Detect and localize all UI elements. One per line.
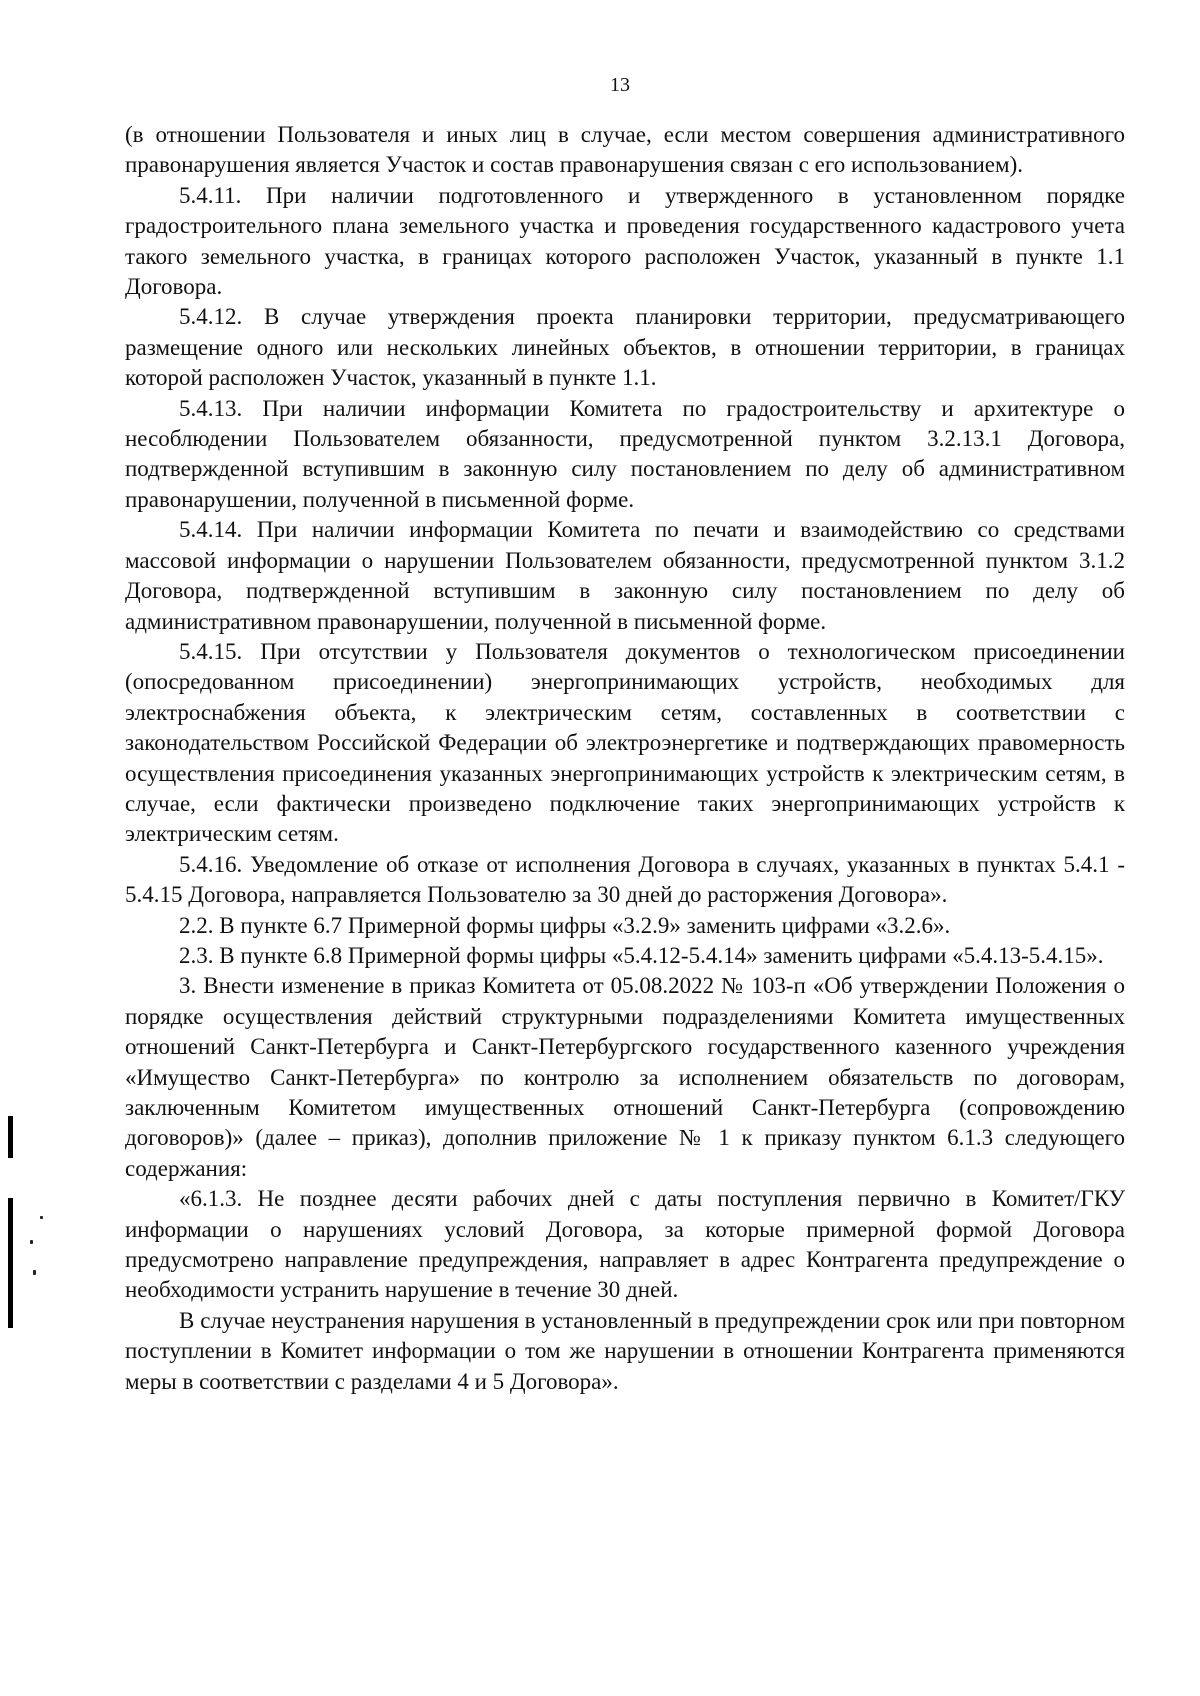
document-body (125, 120, 1125, 1397)
scan-artifact-dot (30, 1240, 33, 1244)
scan-artifact-dot (33, 1270, 36, 1275)
paragraph-5-4-13: 5.4.13. При наличии информации Комитета по градостроительству и архитектуре о несоблюдении Пользователем обязанности, предусмотренной пунктом 3.2.13.1 Договора, подтвержденной вступившим в законную силу постановлением по делу об административном правонарушении, полученной в письменной форме. (125, 395, 1125, 512)
paragraph-final: В случае неустранения нарушения в установленный в предупреждении срок или при повторном поступлении в Комитет информации о том же нарушении в отношении Контрагента применяются меры в соответствии с разделами 4 и 5 Договора». (125, 1307, 1125, 1394)
page-number: 13 (610, 74, 630, 96)
scan-artifact-dot (40, 1216, 43, 1219)
paragraph-5-4-12: 5.4.12. В случае утверждения проекта планировки территории, предусматривающего размещение одного или нескольких линейных объектов, в отношении территории, в границах которой расположен Участок, указанный в пункте 1.1. (125, 304, 1125, 391)
paragraph-5-4-16: 5.4.16. Уведомление об отказе от исполнения Договора в случаях, указанных в пунктах 5.4.1 - 5.4.15 Договора, направляется Пользователю за 30 дней до расторжения Договора». (125, 851, 1125, 908)
paragraph: (в отношении Пользователя и иных лиц в случае, если местом совершения административного правонарушения является Участок и состав правонарушения связан с его использованием). (125, 122, 1125, 178)
paragraph-2-3: 2.3. В пункте 6.8 Примерной формы цифры «5.4.12-5.4.14» заменить цифрами «5.4.13-5.4.15». (179, 942, 1104, 968)
paragraph-5-4-15: 5.4.15. При отсутствии у Пользователя документов о технологическом присоединении (опосредованном присоединении) энергопринимающих устройств, необходимых для электроснабжения объекта, к электрическим сетям, составленных в соответствии с законодательством Российской Федерации об электроэнергетике и подтверждающих правомерность осуществления присоединения указанных энергопринимающих устройств к электрическим сетям, в случае, если фактически произведено подключение таких энергопринимающих устройств к электрическим сетям. (125, 638, 1125, 847)
paragraph-5-4-14: 5.4.14. При наличии информации Комитета по печати и взаимодействию со средствами массовой информации о нарушении Пользователем обязанности, предусмотренной пунктом 3.1.2 Договора, подтвержденной вступившим в законную силу постановлением по делу об административном правонарушении, полученной в письменной форме. (125, 517, 1125, 634)
paragraph-6-1-3: «6.1.3. Не позднее десяти рабочих дней с даты поступления первично в Комитет/ГКУ информации о нарушениях условий Договора, за которые примерной формой Договора предусмотрено направление предупреждения, направляет в адрес Контрагента предупреждение о необходимости устранить нарушение в течение 30 дней. (125, 1186, 1125, 1303)
paragraph-3: 3. Внести изменение в приказ Комитета от 05.08.2022 № 103-п «Об утверждении Положения о порядке осуществления действий структурными подразделениями Комитета имущественных отношений Санкт-Петербурга и Санкт-Петербургского государственного казенного учреждения «Имущество Санкт-Петербурга» по контролю за исполнением обязательств по договорам, заключенным Комитетом имущественных отношений Санкт-Петербурга (сопровождению договоров)» (далее – приказ), дополнив приложение № 1 к приказу пунктом 6.1.3 следующего содержания: (125, 973, 1125, 1181)
paragraph-2-2: 2.2. В пункте 6.7 Примерной формы цифры «3.2.9» заменить цифрами «3.2.6». (179, 912, 951, 938)
paragraph-5-4-11: 5.4.11. При наличии подготовленного и утвержденного в установленном порядке градостроительного плана земельного участка и проведения государственного кадастрового учета такого земельного участка, в границах которого расположен Участок, указанный в пункте 1.1 Договора. (125, 182, 1125, 300)
scan-artifact-bar (8, 1198, 13, 1328)
scan-artifact-bar (8, 1116, 13, 1158)
